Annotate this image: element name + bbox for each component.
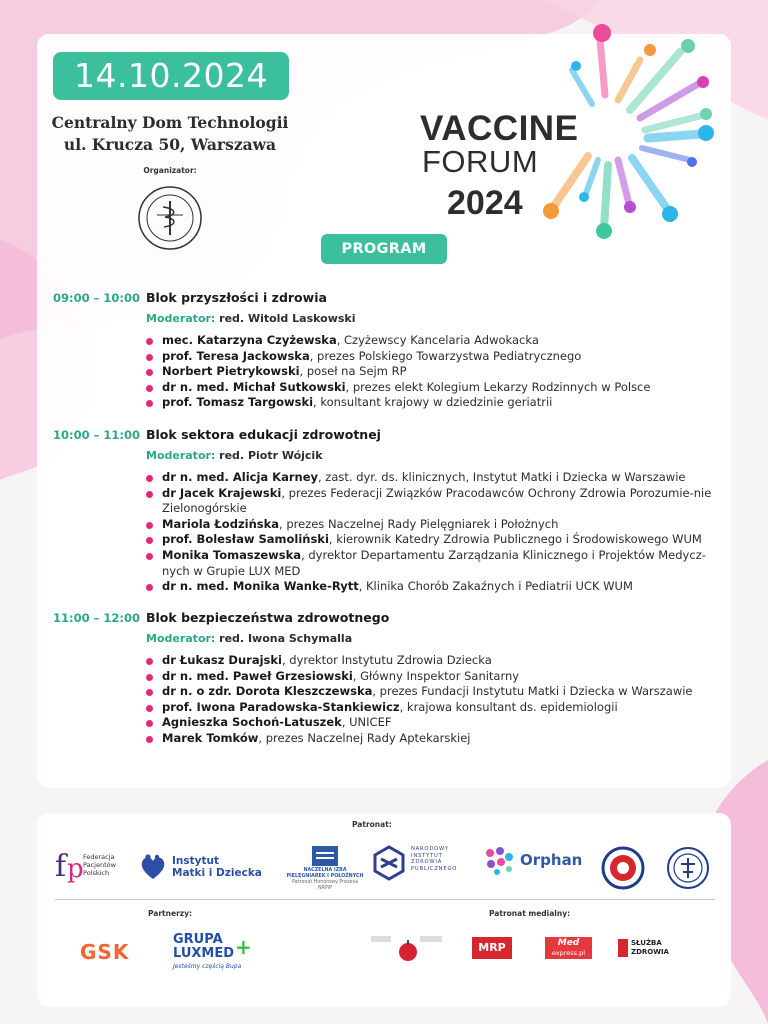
speaker-name: Marek Tomków <box>162 730 259 745</box>
moderator-label: Moderator: <box>146 449 216 462</box>
speaker-role: , prezes Polskiego Towarzystwa Pediatrycznego <box>309 348 582 363</box>
speaker-name: dr n. med. Michał Sutkowski <box>162 379 346 394</box>
fpp-text-2: Pacjentów <box>83 861 116 869</box>
imid-text-1: Instytut <box>172 855 220 867</box>
speaker-role: , prezes elekt Kolegium Lekarzy Rodzinnych w Polsce <box>345 379 651 394</box>
moderator-name: red. Iwona Schymalla <box>219 632 353 645</box>
media-patronage-label: Patronat medialny: <box>489 909 571 918</box>
block-title: Blok bezpieczeństwa zdrowotnego <box>146 610 390 625</box>
speaker-role: , dyrektor Instytutu Zdrowia Dziecka <box>281 653 492 667</box>
luxmed-tagline: Jesteśmy częścią Bupa <box>173 963 242 970</box>
imid-logo <box>140 851 265 885</box>
speaker-item <box>146 395 721 411</box>
speaker-item <box>146 517 721 533</box>
block-time: 11:00 – 12:00 <box>53 611 140 625</box>
nizp-logo <box>371 843 463 885</box>
imid-heart-icon <box>140 853 166 881</box>
speaker-list <box>146 333 721 411</box>
speaker-name: dr Łukasz Durajski <box>162 653 282 667</box>
nizp-text-2: INSTYTUT <box>411 852 443 859</box>
speaker-name: prof. Tomasz Targowski <box>162 395 314 410</box>
speaker-role: , UNICEF <box>341 715 392 730</box>
nipip-text-3: Patronat Honorowy Prezesa NRPiP <box>292 880 358 891</box>
speaker-name: dr Jacek Krajewski <box>162 485 282 500</box>
speaker-role: , poseł na Sejm RP <box>299 364 407 379</box>
brand-title: VACCINE <box>420 109 579 148</box>
fpp-text-1: Federacja <box>83 853 115 861</box>
orphan-dots-icon <box>482 845 516 877</box>
speaker-item <box>146 715 721 731</box>
speaker-item <box>146 684 721 700</box>
patronat-label: Patronat: <box>352 820 392 829</box>
speaker-role: , Klinika Chorób Zakaźnych i Pediatrii UCK WUM <box>358 579 633 594</box>
fpp-text-3: Polskich <box>83 869 110 877</box>
fpp-monogram: f <box>55 849 67 884</box>
mrp-logo: MRP <box>472 937 512 959</box>
speaker-name: Agnieszka Sochoń-Latuszek <box>162 715 342 730</box>
medexpress-text-1: Med <box>557 938 580 948</box>
round-seal-red-logo <box>601 846 645 890</box>
venue-address: ul. Krucza 50, Warszawa <box>63 135 277 154</box>
speaker-role: , Czyżewscy Kancelaria Adwokacka <box>336 333 539 347</box>
sponsors-divider <box>55 899 715 900</box>
speaker-item <box>146 669 721 685</box>
speaker-role: , kierownik Katedry Zdrowia Publicznego i Środowiskowego WUM <box>328 532 702 547</box>
luxmed-plus-icon: + <box>235 935 252 959</box>
speaker-list <box>146 653 721 747</box>
speaker-role: , prezes Fundacji Instytutu Matki i Dziecka w Warszawie <box>372 684 693 699</box>
luxmed-text-2: LUXMED <box>173 946 235 961</box>
speaker-name: dr n. o zdr. Dorota Kleszczewska <box>162 684 373 699</box>
speaker-role: , dyrektor Departamentu Zarządzania Klinicznego i Projektów Medycz-nych w Grupie LUX MED <box>162 547 706 578</box>
orphan-name: Orphan <box>520 851 583 869</box>
organizer-label: Organizator: <box>143 166 197 175</box>
speaker-item <box>146 731 721 747</box>
speaker-item <box>146 380 721 396</box>
organizer-seal-logo <box>137 185 203 251</box>
nizp-text-1: NARODOWY <box>411 846 449 852</box>
nizp-text-4: PUBLICZNEGO <box>411 865 458 872</box>
venue-name: Centralny Dom Technologii <box>51 113 289 132</box>
block-moderator <box>146 312 356 325</box>
speaker-role: , prezes Federacji Związków Pracodawców Ochrony Zdrowia Porozumie-nie Zielonogórskie <box>162 485 712 516</box>
speaker-item <box>146 700 721 716</box>
speaker-role: , zast. dyr. ds. klinicznych, Instytut Matki i Dziecka w Warszawie <box>318 470 686 484</box>
block-title: Blok przyszłości i zdrowia <box>146 290 327 305</box>
speaker-item <box>146 470 721 486</box>
event-date: 14.10.2024 <box>53 52 289 100</box>
speaker-list <box>146 470 721 595</box>
orphan-logo <box>482 843 583 885</box>
sz-text-1: SŁUŻBA <box>631 939 662 947</box>
speaker-role: , krajowa konsultant ds. epidemiologii <box>399 699 618 714</box>
block-moderator <box>146 449 323 462</box>
speaker-name: prof. Bolesław Samoliński <box>162 532 329 547</box>
gsk-logo: GSK <box>80 940 130 964</box>
fpp-monogram-p: p <box>67 854 84 884</box>
speaker-name: prof. Iwona Paradowska-Stankiewicz <box>162 699 400 714</box>
speaker-item <box>146 349 721 365</box>
speaker-name: dr n. med. Monika Wanke-Rytt <box>162 579 359 594</box>
vaccine-burst-logo <box>540 20 740 250</box>
speaker-role: , Główny Inspektor Sanitarny <box>352 668 520 683</box>
moderator-label: Moderator: <box>146 632 216 645</box>
luxmed-logo <box>173 933 263 975</box>
medexpress-text-2: express.pl <box>551 949 586 957</box>
speaker-role: , konsultant krajowy w dziedzinie geriatrii <box>313 395 553 410</box>
speaker-name: prof. Teresa Jackowska <box>162 348 310 363</box>
nipip-emblem-icon <box>312 846 338 866</box>
brand-subtitle: FORUM <box>422 144 539 179</box>
medexpress-logo <box>545 937 592 959</box>
speaker-name: Mariola Łodzińska <box>162 516 280 531</box>
block-time: 09:00 – 10:00 <box>53 291 140 305</box>
speaker-item <box>146 486 721 517</box>
speaker-name: Monika Tomaszewska <box>162 547 302 562</box>
speaker-name: Norbert Pietrykowski <box>162 364 300 379</box>
block-moderator <box>146 632 352 645</box>
moderator-label: Moderator: <box>146 312 216 325</box>
nizp-text-3: ZDROWIA <box>411 859 443 866</box>
nipip-text-2: PIELĘGNIAREK I POŁOŻNYCH <box>286 874 364 879</box>
block-title: Blok sektora edukacji zdrowotnej <box>146 427 381 442</box>
block-time: 10:00 – 11:00 <box>53 428 140 442</box>
speaker-item <box>146 548 721 579</box>
speaker-name: dr n. med. Paweł Grzesiowski <box>162 668 353 683</box>
moderator-name: red. Witold Laskowski <box>219 312 356 325</box>
brand-year: 2024 <box>447 184 523 222</box>
nizp-emblem-icon <box>371 845 407 881</box>
round-seal-blue-logo <box>666 846 710 890</box>
sluzba-zdrowia-logo <box>618 937 673 959</box>
speaker-role: , prezes Naczelnej Rady Pielęgniarek i Położnych <box>279 516 559 531</box>
luxmed-text-1: GRUPA <box>173 932 223 947</box>
moderator-name: red. Piotr Wójcik <box>219 449 323 462</box>
speaker-name: dr n. med. Alicja Karney <box>162 470 318 484</box>
speaker-item <box>146 653 721 669</box>
nipip-text-1: NACZELNA IZBA <box>303 868 347 873</box>
program-label: PROGRAM <box>321 234 447 264</box>
media-apple-logo <box>370 934 446 964</box>
fpp-logo <box>55 848 125 888</box>
imid-text-2: Matki i Dziecka <box>172 867 262 879</box>
speaker-item <box>146 364 721 380</box>
partners-label: Partnerzy: <box>148 909 193 918</box>
speaker-role: , prezes Naczelnej Rady Aptekarskiej <box>258 730 471 745</box>
speaker-name: mec. Katarzyna Czyżewska <box>162 333 337 347</box>
speaker-item <box>146 579 721 595</box>
sz-text-2: ZDROWIA <box>631 948 669 956</box>
speaker-item <box>146 333 721 349</box>
nipip-logo <box>285 846 365 890</box>
speaker-item <box>146 532 721 548</box>
